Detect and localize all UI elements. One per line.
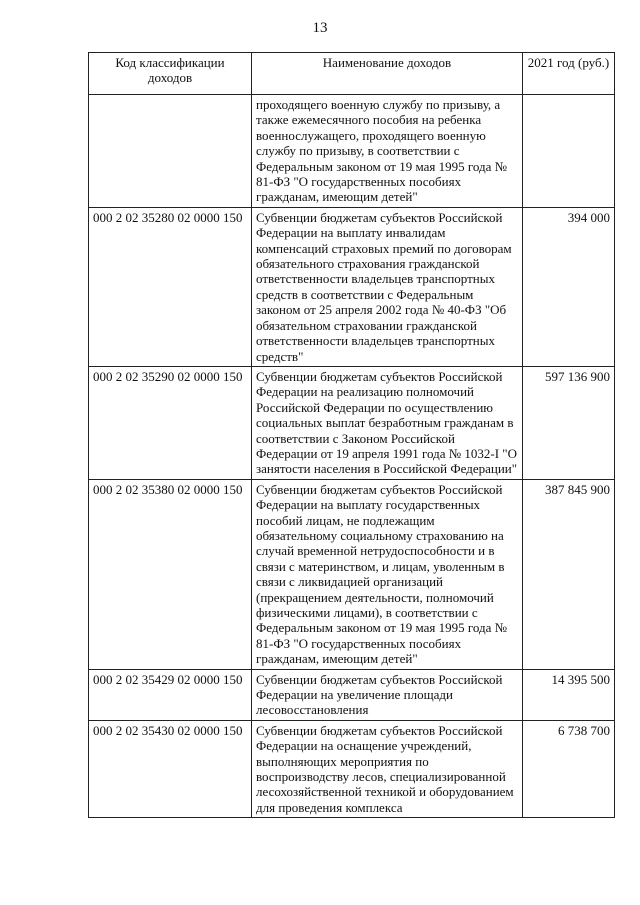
row-code: 000 2 02 35380 02 0000 150 <box>89 479 252 669</box>
row-code: 000 2 02 35429 02 0000 150 <box>89 669 252 720</box>
table-row <box>89 479 615 669</box>
table-header-row <box>89 53 615 95</box>
row-amount: 6 738 700 <box>523 720 615 817</box>
table-row <box>89 366 615 479</box>
row-amount <box>523 95 615 208</box>
row-name: Субвенции бюджетам субъектов Российской Федерации на выплату инвалидам компенсаций страховых премий по договорам обязательного страхования гражданской ответственности владельцев транспортных средств в соответствии с Федеральным законом от 25 апреля 2002 года № 40-ФЗ "Об обязательном страховании гражданской ответственности владельцев транспортных средств" <box>252 207 523 366</box>
header-code: Код классификации доходов <box>89 53 252 95</box>
row-name: Субвенции бюджетам субъектов Российской Федерации на выплату государственных пособий лицам, не подлежащим обязательному социальному страхованию на случай временной нетрудоспособности и в связи с материнством, и лицам, уволенным в связи с ликвидацией организаций (прекращением деятельности, полномочий физическими лицами), в соответствии с Федеральным законом от 19 мая 1995 года № 81-ФЗ "О государственных пособиях гражданам, имеющим детей" <box>252 479 523 669</box>
table-row <box>89 669 615 720</box>
row-name: Субвенции бюджетам субъектов Российской Федерации на реализацию полномочий Российской Федерации по осуществлению социальных выплат безработным гражданам в соответствии с Законом Российской Федерации от 19 апреля 1991 года № 1032-I "О занятости населения в Российской Федерации" <box>252 366 523 479</box>
row-code: 000 2 02 35430 02 0000 150 <box>89 720 252 817</box>
row-code <box>89 95 252 208</box>
row-amount: 14 395 500 <box>523 669 615 720</box>
table-row <box>89 95 615 208</box>
row-name: Субвенции бюджетам субъектов Российской Федерации на оснащение учреждений, выполняющих мероприятия по воспроизводству лесов, специализированной лесохозяйственной техникой и оборудованием для проведения комплекса <box>252 720 523 817</box>
table-row <box>89 720 615 817</box>
row-name: Субвенции бюджетам субъектов Российской Федерации на увеличение площади лесовосстановления <box>252 669 523 720</box>
revenue-table <box>88 52 615 818</box>
row-code: 000 2 02 35280 02 0000 150 <box>89 207 252 366</box>
header-amount: 2021 год (руб.) <box>523 53 615 95</box>
row-code: 000 2 02 35290 02 0000 150 <box>89 366 252 479</box>
row-amount: 394 000 <box>523 207 615 366</box>
page-number: 13 <box>312 20 328 36</box>
header-name: Наименование доходов <box>252 53 523 95</box>
row-amount: 597 136 900 <box>523 366 615 479</box>
row-amount: 387 845 900 <box>523 479 615 669</box>
table-row <box>89 207 615 366</box>
row-name: проходящего военную службу по призыву, а также ежемесячного пособия на ребенка военнослужащего, проходящего военную службу по призыву, в соответствии с Федеральным законом от 19 мая 1995 года № 81-ФЗ "О государственных пособиях гражданам, имеющим детей" <box>252 95 523 208</box>
